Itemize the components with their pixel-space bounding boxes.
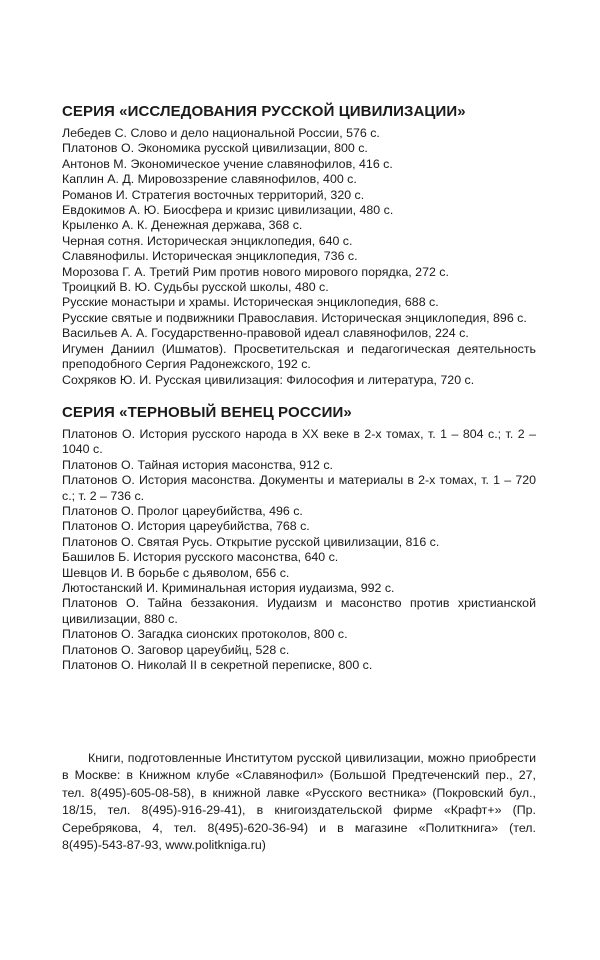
book-item: Игумен Даниил (Ишматов). Просветительская и педагогическая деятельность преподобного Сергия Радонежского, 192 с. [62, 341, 536, 372]
book-item: Русские святые и подвижники Православия. Историческая энциклопедия, 896 с. [62, 310, 527, 325]
book-item: Сохряков Ю. И. Русская цивилизация: Философия и литература, 720 с. [62, 372, 475, 387]
book-item: Лебедев С. Слово и дело национальной России, 576 с. [62, 126, 380, 140]
series-section [62, 404, 536, 674]
book-item: Платонов О. Святая Русь. Открытие русской цивилизации, 816 с. [62, 534, 440, 549]
book-item: Евдокимов А. Ю. Биосфера и кризис цивилизации, 480 с. [62, 203, 394, 218]
where-to-buy-note: Книги, подготовленные Институтом русской цивилизации, можно приобрести в Москве: в Книжном клубе «Славянофил» (Большой Предтеченский пер., 27, тел. 8(495)-605-08-58), в книжной лавке «Русского вестника» (Покровский бул., 18/15, тел. 8(495)-916-29-41), в книгоиздательской фирме «Крафт+» (Пр. Серебрякова, 4, тел. 8(495)-620-36-94) и в магазине «Политкнига» (тел. 8(495)-543-87-93, www.politkniga.ru) [62, 751, 536, 853]
book-item: Платонов О. Тайна беззакония. Иудаизм и масонство против христианской цивилизации, 880 с. [62, 596, 536, 626]
book-item: Платонов О. Загадка сионских протоколов, 800 с. [62, 627, 348, 642]
book-item: Лютостанский И. Криминальная история иудаизма, 992 с. [62, 580, 395, 595]
book-item: Платонов О. Пролог цареубийства, 496 с. [62, 503, 303, 518]
series-title: СЕРИЯ «ИССЛЕДОВАНИЯ РУССКОЙ ЦИВИЛИЗАЦИИ» [62, 103, 466, 120]
book-item: Платонов О. Тайная история масонства, 912 с. [62, 457, 334, 472]
page-content [62, 103, 536, 673]
book-item: Платонов О. Николай II в секретной переписке, 800 с. [62, 658, 373, 672]
book-item: Троицкий В. Ю. Судьбы русской школы, 480 с. [62, 280, 329, 295]
book-item: Башилов Б. История русского масонства, 640 с. [62, 550, 339, 565]
book-item: Платонов О. Заговор цареубийц, 528 с. [62, 642, 290, 657]
book-item: Васильев А. А. Государственно-правовой идеал славянофилов, 224 с. [62, 326, 469, 341]
book-item: Морозова Г. А. Третий Рим против нового мирового порядка, 272 с. [62, 264, 449, 279]
book-item: Платонов О. История русского народа в XX веке в 2-х томах, т. 1 – 804 с.; т. 2 – 1040 с. [62, 426, 536, 457]
book-item: Черная сотня. Историческая энциклопедия, 640 с. [62, 233, 353, 248]
book-item: Антонов М. Экономическое учение славянофилов, 416 с. [62, 156, 393, 171]
series-section [62, 103, 536, 388]
book-item: Шевцов И. В борьбе с дьяволом, 656 с. [62, 565, 290, 580]
book-list [62, 126, 536, 388]
book-item: Каплин А. Д. Мировоззрение славянофилов, 400 с. [62, 172, 357, 187]
book-item: Крыленко А. К. Денежная держава, 368 с. [62, 218, 303, 233]
book-item: Платонов О. История масонства. Документы и материалы в 2-х томах, т. 1 – 720 с.; т. 2 – 736 с. [62, 473, 536, 503]
book-item: Русские монастыри и храмы. Историческая энциклопедия, 688 с. [62, 295, 439, 310]
book-item: Славянофилы. Историческая энциклопедия, 736 с. [62, 249, 358, 264]
book-list [62, 427, 536, 674]
series-title: СЕРИЯ «ТЕРНОВЫЙ ВЕНЕЦ РОССИИ» [62, 403, 352, 421]
book-item: Платонов О. Экономика русской цивилизации, 800 с. [62, 141, 368, 156]
book-item: Платонов О. История цареубийства, 768 с. [62, 519, 310, 534]
book-item: Романов И. Стратегия восточных территорий, 320 с. [62, 187, 365, 202]
